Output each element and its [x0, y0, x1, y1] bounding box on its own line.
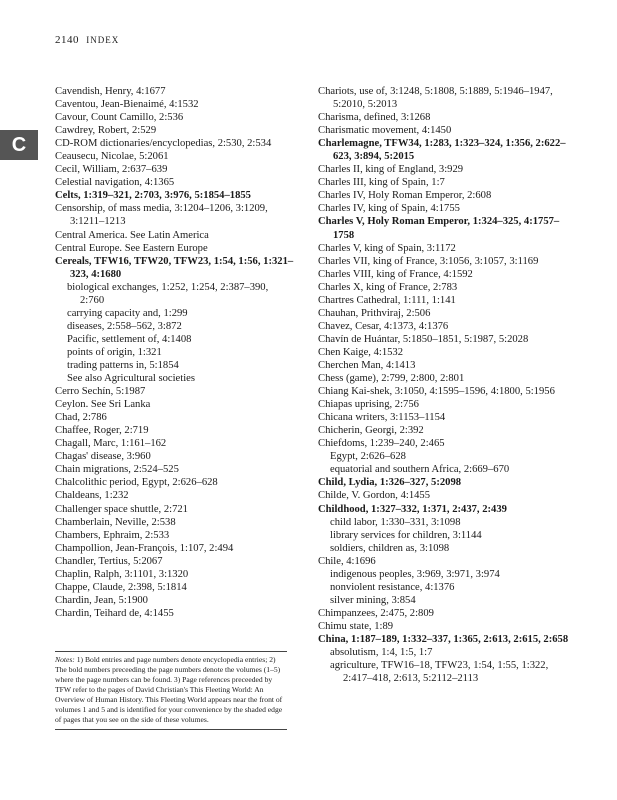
index-subentry: carrying capacity and, 1:299	[67, 307, 188, 319]
index-subentry: equatorial and southern Africa, 2:669–670	[330, 464, 510, 476]
index-entry: Chess (game), 2:799, 2:800, 2:801	[318, 373, 465, 385]
index-entry: Chagall, Marc, 1:161–162	[55, 438, 167, 450]
index-subentry: nonviolent resistance, 4:1376	[330, 581, 455, 593]
index-entry: Chagas' disease, 3:960	[55, 451, 151, 463]
index-entry: Cavour, Count Camillo, 2:536	[55, 112, 184, 124]
index-entry: Charles VII, king of France, 3:1056, 3:1057, 3:1169	[318, 255, 539, 267]
index-entry: Chardin, Jean, 5:1900	[55, 594, 148, 606]
index-entry: Caventou, Jean-Bienaimé, 4:1532	[55, 99, 199, 111]
index-entry: Childe, V. Gordon, 4:1455	[318, 490, 431, 502]
index-entry: Chambers, Ephraim, 2:533	[55, 529, 170, 541]
index-entry: Chiapas uprising, 2:756	[318, 399, 419, 411]
index-entry: Cavendish, Henry, 4:1677	[55, 86, 166, 97]
index-column-right	[318, 85, 580, 685]
index-entry: Charles III, king of Spain, 1:7	[318, 177, 445, 189]
index-entry: Charismatic movement, 4:1450	[318, 125, 452, 137]
index-entry: Chaldeans, 1:232	[55, 490, 129, 502]
index-entry: Chariots, use of, 3:1248, 5:1808, 5:1889, 5:1946–1947, 5:2010, 5:2013	[318, 86, 553, 111]
index-subentry: points of origin, 1:321	[67, 346, 162, 358]
index-entry: Childhood, 1:327–332, 1:371, 2:437, 2:439	[318, 503, 507, 515]
index-subentry: library services for children, 3:1144	[330, 529, 482, 541]
index-entry: Charles VIII, king of France, 4:1592	[318, 268, 473, 280]
index-subentry: absolutism, 1:4, 1:5, 1:7	[330, 647, 433, 659]
index-subentry: agriculture, TFW16–18, TFW23, 1:54, 1:55, 1:322, 2:417–418, 2:613, 5:2112–2113	[330, 660, 549, 685]
index-entry: Charles II, king of England, 3:929	[318, 164, 464, 176]
index-entry: Chandler, Tertius, 5:2067	[55, 555, 163, 567]
index-entry: Chamberlain, Neville, 2:538	[55, 516, 176, 528]
index-entry: Charisma, defined, 3:1268	[318, 112, 431, 124]
index-entry: Central America. See Latin America	[55, 229, 209, 241]
index-entry: Chauhan, Prithviraj, 2:506	[318, 307, 431, 319]
index-entry: Chartres Cathedral, 1:111, 1:141	[318, 294, 456, 306]
index-entry: Celts, 1:319–321, 2:703, 3:976, 5:1854–1855	[55, 190, 251, 202]
index-entry: Ceausecu, Nicolae, 5:2061	[55, 151, 169, 163]
index-entry: Cawdrey, Robert, 2:529	[55, 125, 157, 137]
index-entry: Chile, 4:1696	[318, 555, 376, 567]
index-entry: Chappe, Claude, 2:398, 5:1814	[55, 581, 187, 593]
index-entry: Charles V, king of Spain, 3:1172	[318, 242, 456, 254]
index-subentry: child labor, 1:330–331, 3:1098	[330, 516, 461, 528]
index-entry: Chimu state, 1:89	[318, 620, 394, 632]
section-title: INDEX	[86, 35, 120, 45]
index-subentry: diseases, 2:558–562, 3:872	[67, 320, 182, 332]
index-entry: Cerro Sechín, 5:1987	[55, 386, 146, 398]
index-entry: Chaffee, Roger, 2:719	[55, 425, 149, 437]
index-entry: China, 1:187–189, 1:332–337, 1:365, 2:613, 2:615, 2:658	[318, 633, 569, 645]
running-header	[55, 34, 119, 46]
notes-box	[55, 651, 287, 730]
index-entry: Champollion, Jean-François, 1:107, 2:494	[55, 542, 234, 554]
thumb-index-tab: C	[0, 130, 38, 160]
index-entry: Chicana writers, 3:1153–1154	[318, 412, 446, 424]
index-subentry: silver mining, 3:854	[330, 594, 416, 606]
index-entry: Central Europe. See Eastern Europe	[55, 242, 208, 254]
index-subentry: soldiers, children as, 3:1098	[330, 542, 450, 554]
index-entry: Celestial navigation, 4:1365	[55, 177, 175, 189]
index-entry: Chardin, Teihard de, 4:1455	[55, 607, 174, 619]
index-entry: Chiefdoms, 1:239–240, 2:465	[318, 438, 445, 450]
index-entry: Chad, 2:786	[55, 412, 107, 424]
notes-text: 1) Bold entries and page numbers denote encyclopedia entries; 2) The bold numbers preceeding the page numbers denote the volumes (1–5) where the page numbers can be found. 3) Page references preceeded by TFW refer to the pages of David Christian's This Fleeting World: An Overview of Human History. This Fleeting World appears near the front of volumes 1 and 5 and is identified for your convenience by the shaded edge of pages that you see on the side of these volumes.	[55, 655, 283, 724]
index-entry: Chicherin, Georgi, 2:392	[318, 425, 424, 437]
notes-label: Notes:	[55, 655, 75, 664]
index-subentry: Pacific, settlement of, 4:1408	[67, 333, 192, 345]
index-entry: Cherchen Man, 4:1413	[318, 359, 416, 371]
index-subentry: biological exchanges, 1:252, 1:254, 2:387–390, 2:760	[67, 281, 269, 306]
index-entry: Cecil, William, 2:637–639	[55, 164, 168, 176]
index-subentry: Egypt, 2:626–628	[330, 451, 406, 463]
index-column-left	[55, 85, 295, 620]
index-entry: Ceylon. See Sri Lanka	[55, 399, 151, 411]
index-entry: Chiang Kai-shek, 3:1050, 4:1595–1596, 4:1800, 5:1956	[318, 386, 555, 398]
page-number: 2140	[55, 34, 79, 46]
index-entry: Censorship, of mass media, 3:1204–1206, 3:1209, 3:1211–1213	[55, 203, 268, 228]
index-entry: Charlemagne, TFW34, 1:283, 1:323–324, 1:356, 2:622–623, 3:894, 5:2015	[318, 138, 566, 163]
index-entry: Charles IV, king of Spain, 4:1755	[318, 203, 460, 215]
index-entry: Chimpanzees, 2:475, 2:809	[318, 607, 434, 619]
index-entry: Charles IV, Holy Roman Emperor, 2:608	[318, 190, 492, 202]
index-subentry: trading patterns in, 5:1854	[67, 359, 179, 371]
index-entry: Charles X, king of France, 2:783	[318, 281, 458, 293]
index-entry: Charles V, Holy Roman Emperor, 1:324–325, 4:1757–1758	[318, 216, 560, 241]
index-entry: Chavez, Cesar, 4:1373, 4:1376	[318, 320, 449, 332]
index-entry: Chavín de Huántar, 5:1850–1851, 5:1987, 5:2028	[318, 333, 529, 345]
index-entry: Challenger space shuttle, 2:721	[55, 503, 188, 515]
index-entry: Child, Lydia, 1:326–327, 5:2098	[318, 477, 462, 489]
index-entry: Chain migrations, 2:524–525	[55, 464, 179, 476]
index-entry: Cereals, TFW16, TFW20, TFW23, 1:54, 1:56, 1:321–323, 4:1680	[55, 255, 294, 280]
index-subentry: indigenous peoples, 3:969, 3:971, 3:974	[330, 568, 500, 580]
index-entry: Chaplin, Ralph, 3:1101, 3:1320	[55, 568, 189, 580]
index-entry: Chalcolithic period, Egypt, 2:626–628	[55, 477, 218, 489]
index-subentry: See also Agricultural societies	[67, 373, 195, 385]
index-entry: CD-ROM dictionaries/encyclopedias, 2:530, 2:534	[55, 138, 272, 150]
index-entry: Chen Kaige, 4:1532	[318, 346, 404, 358]
